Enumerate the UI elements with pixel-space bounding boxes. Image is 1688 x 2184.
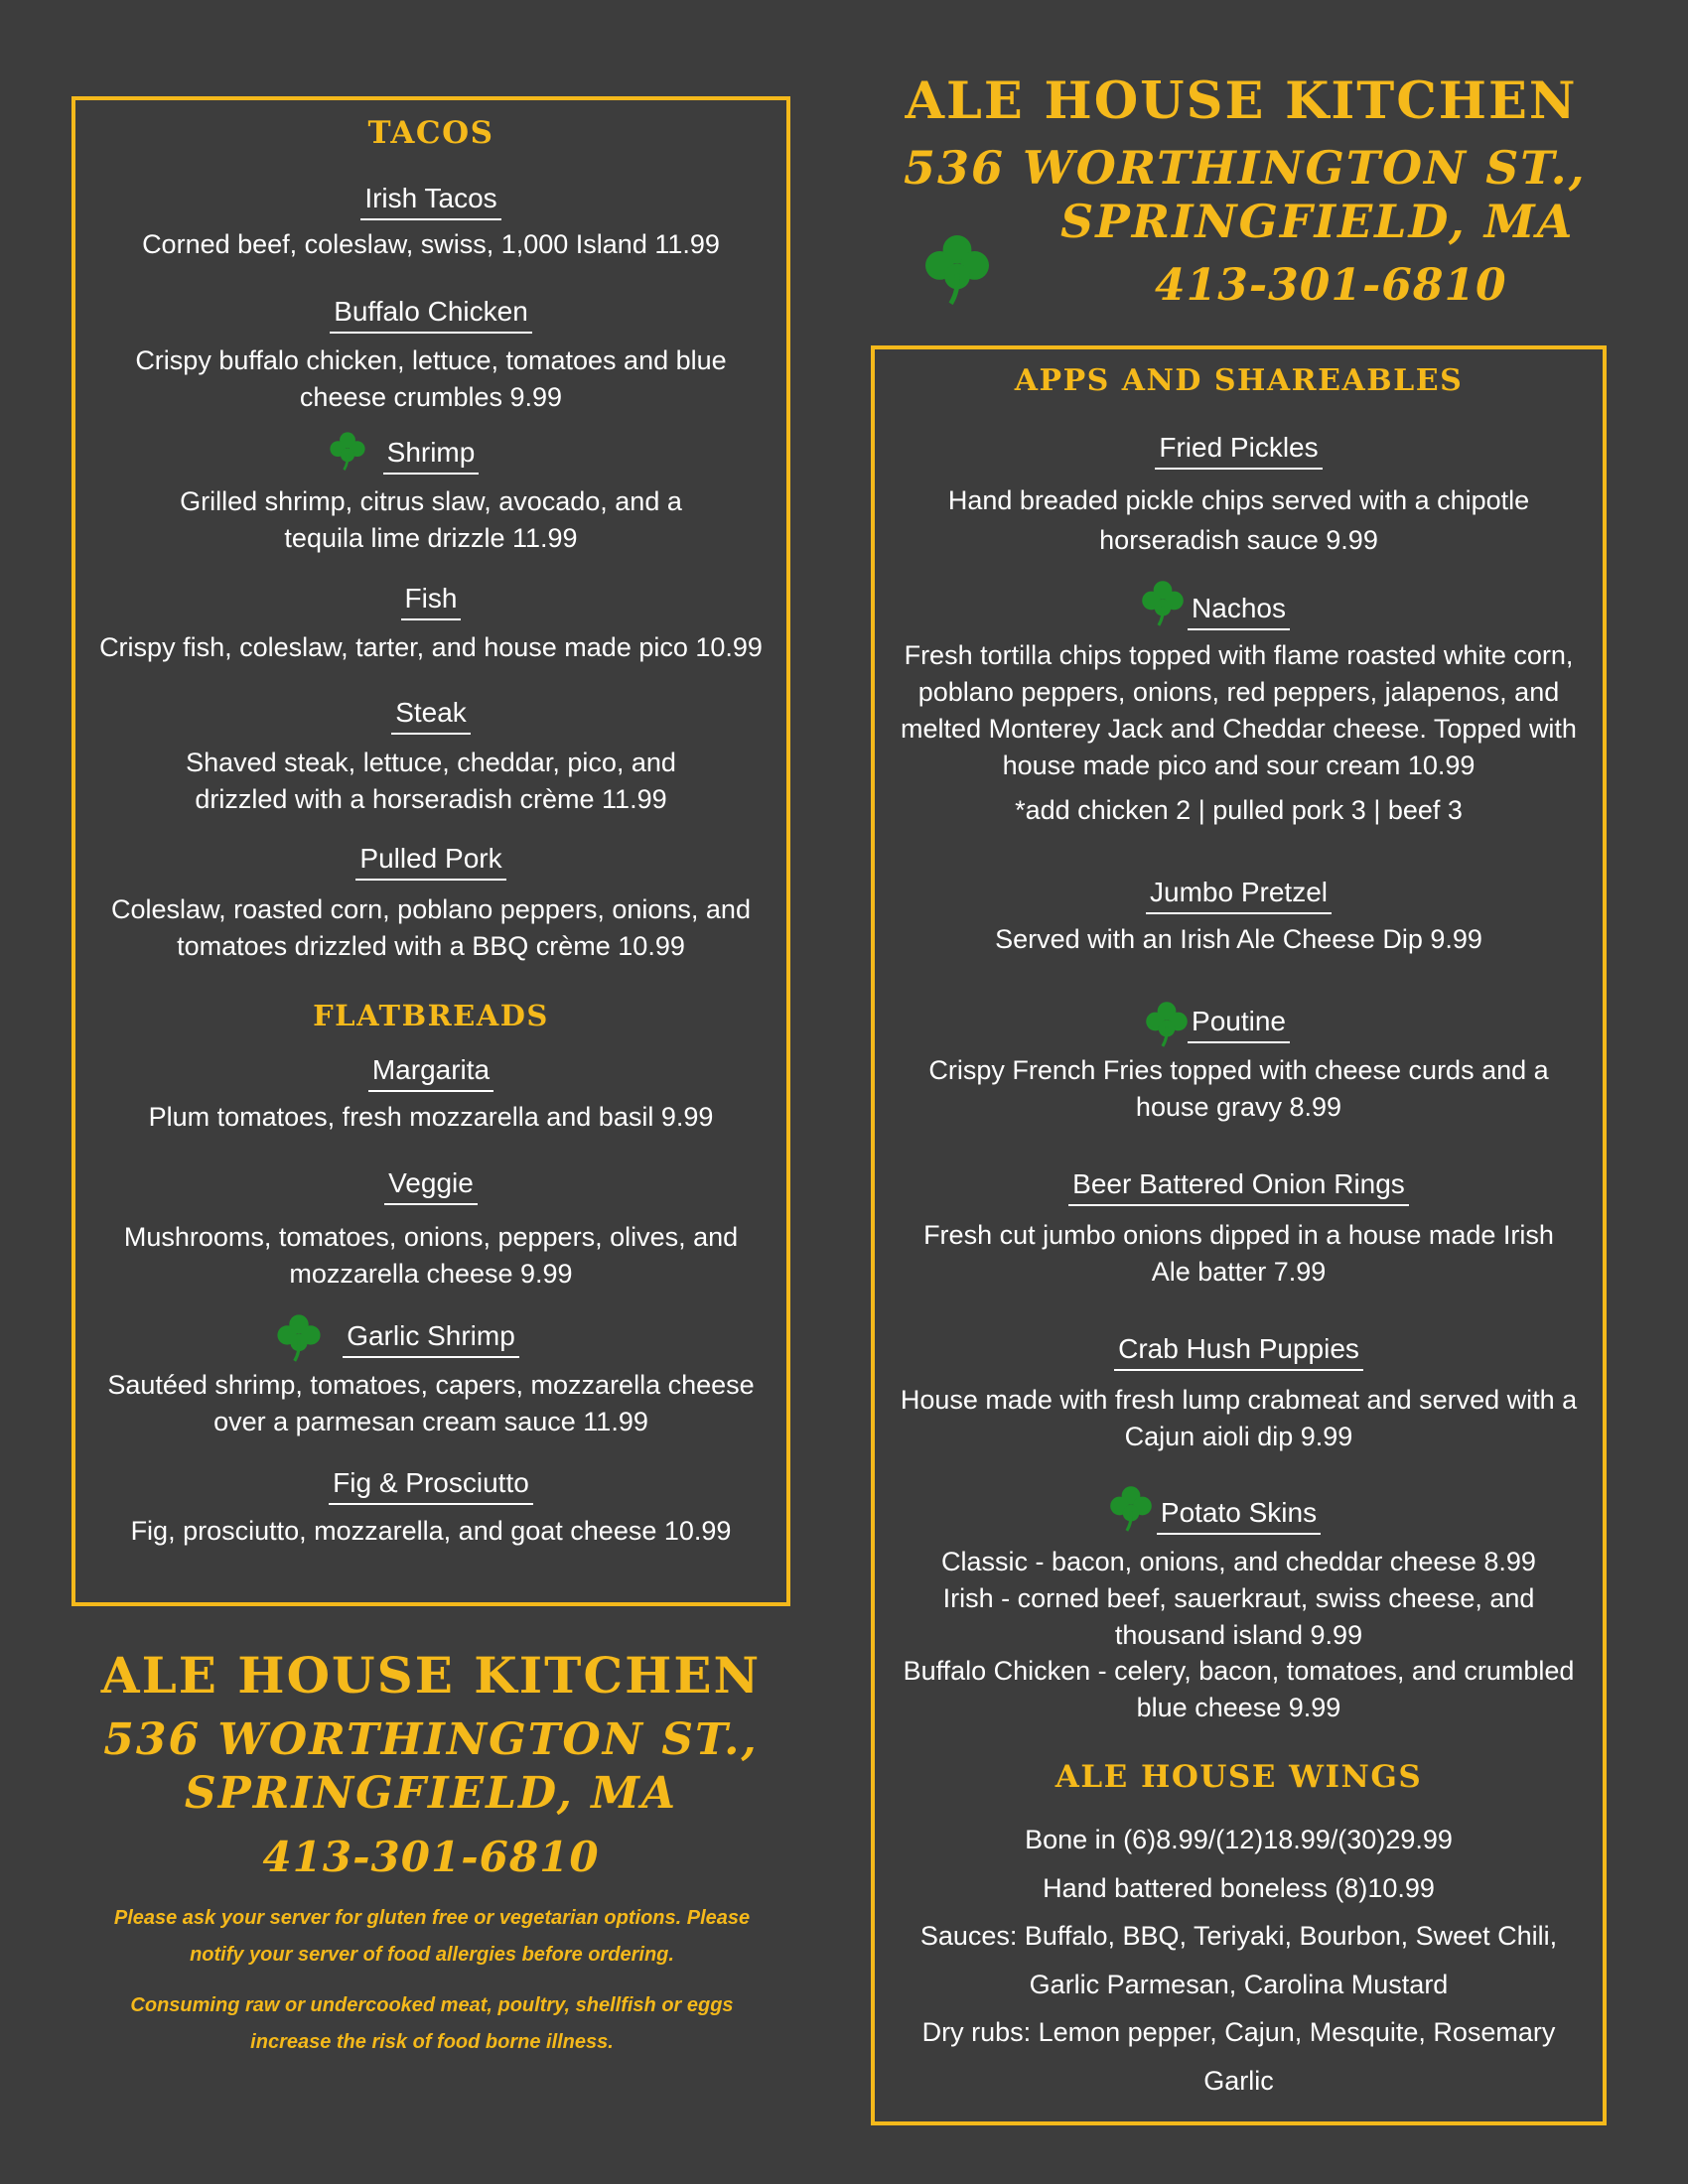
item-name: Garlic Shrimp (343, 1319, 519, 1358)
menu-item-margarita (75, 1053, 786, 1087)
item-name: Veggie (384, 1166, 478, 1205)
header-address-line2: SPRINGFIELD, MA (1060, 195, 1575, 248)
menu-item-garlic-shrimp (75, 1319, 786, 1353)
header-restaurant-name: ALE HOUSE KITCHEN (905, 71, 1578, 131)
footer-restaurant-name: ALE HOUSE KITCHEN (100, 1646, 762, 1705)
item-name: Potato Skins (1157, 1496, 1321, 1535)
item-name: Margarita (368, 1053, 493, 1092)
wings-line: Sauces: Buffalo, BBQ, Teriyaki, Bourbon, Sweet Chili, (919, 1921, 1558, 1951)
menu-item-potato-skins (875, 1496, 1603, 1530)
item-description: Fresh tortilla chips topped with flame roasted white corn, poblano peppers, onions, red peppers, jalapenos, and melted Monterey Jack and Cheddar cheese. Topped with house made pico and sour cream 10.99 (901, 640, 1577, 780)
wings-line: Garlic Parmesan, Carolina Mustard (1029, 1970, 1449, 1999)
item-name: Fish (401, 582, 462, 620)
item-name: Beer Battered Onion Rings (1068, 1167, 1409, 1206)
item-description: Served with an Irish Ale Cheese Dip 9.99 (995, 924, 1482, 954)
item-description: Shaved steak, lettuce, cheddar, pico, and drizzled with a horseradish crème 11.99 (186, 748, 676, 814)
footer-address-line1: 536 WORTHINGTON ST., (103, 1714, 759, 1765)
item-name: Pulled Pork (355, 842, 505, 881)
item-description: Plum tomatoes, fresh mozzarella and basil 9.99 (148, 1102, 714, 1132)
menu-item-fried-pickles (875, 431, 1603, 465)
item-name: Fig & Prosciutto (329, 1466, 533, 1505)
item-name: Steak (391, 696, 471, 735)
nachos-addons: *add chicken 2 | pulled pork 3 | beef 3 (1015, 795, 1463, 825)
flatbreads-title: FLATBREADS (313, 999, 549, 1032)
tacos-flatbreads-panel (71, 96, 790, 1606)
item-description: Crispy buffalo chicken, lettuce, tomatoes and blue cheese crumbles 9.99 (135, 345, 727, 412)
food-safety-note: Consuming raw or undercooked meat, poultry, shellfish or eggs increase the risk of food borne illness. (130, 1994, 734, 2053)
item-name: Nachos (1188, 592, 1290, 630)
item-description: Crispy French Fries topped with cheese curds and a house gravy 8.99 (928, 1055, 1549, 1122)
potato-skins-buffalo: Buffalo Chicken - celery, bacon, tomatoes, and crumbled blue cheese 9.99 (903, 1656, 1575, 1722)
menu-item-shrimp (75, 436, 786, 470)
wings-line: Garlic (1203, 2066, 1274, 2096)
menu-item-fig-prosciutto (75, 1466, 786, 1500)
header-address-line1: 536 WORTHINGTON ST., (904, 141, 1587, 195)
item-name: Buffalo Chicken (330, 295, 532, 334)
tacos-title: TACOS (367, 115, 494, 151)
item-description: Hand breaded pickle chips served with a chipotle horseradish sauce 9.99 (947, 485, 1530, 555)
item-name: Jumbo Pretzel (1146, 876, 1332, 914)
menu-item-veggie (75, 1166, 786, 1200)
menu-item-buffalo-chicken (75, 295, 786, 329)
item-name: Fried Pickles (1155, 431, 1322, 470)
potato-skins-irish: Irish - corned beef, sauerkraut, swiss cheese, and thousand island 9.99 (942, 1583, 1535, 1650)
item-name: Irish Tacos (360, 182, 500, 220)
item-name: Shrimp (383, 436, 480, 475)
menu-item-nachos (875, 592, 1603, 625)
menu-item-onion-rings (875, 1167, 1603, 1201)
footer-address-line2: SPRINGFIELD, MA (184, 1768, 678, 1819)
wings-line: Hand battered boneless (8)10.99 (1043, 1873, 1435, 1903)
apps-title: APPS AND SHAREABLES (1014, 363, 1464, 398)
menu-item-poutine (875, 1005, 1603, 1038)
item-description: Coleslaw, roasted corn, poblano peppers, onions, and tomatoes drizzled with a BBQ crème 10.99 (111, 894, 751, 961)
menu-item-pulled-pork (75, 842, 786, 876)
item-name: Crab Hush Puppies (1114, 1332, 1363, 1371)
item-description: Fresh cut jumbo onions dipped in a house made Irish Ale batter 7.99 (923, 1220, 1554, 1287)
item-description: Sautéed shrimp, tomatoes, capers, mozzarella cheese over a parmesan cream sauce 11.99 (107, 1370, 755, 1436)
menu-item-crab-hush-puppies (875, 1332, 1603, 1366)
footer-phone: 413-301-6810 (262, 1833, 600, 1881)
wings-line: Bone in (6)8.99/(12)18.99/(30)29.99 (1025, 1825, 1453, 1854)
item-description: Mushrooms, tomatoes, onions, peppers, olives, and mozzarella cheese 9.99 (123, 1222, 739, 1289)
item-description: Grilled shrimp, citrus slaw, avocado, and a tequila lime drizzle 11.99 (180, 486, 682, 553)
item-description: House made with fresh lump crabmeat and served with a Cajun aioli dip 9.99 (900, 1385, 1578, 1451)
wings-line: Dry rubs: Lemon pepper, Cajun, Mesquite, Rosemary (921, 2017, 1556, 2047)
header-phone: 413-301-6810 (1155, 260, 1507, 311)
item-description: Fig, prosciutto, mozzarella, and goat cheese 10.99 (130, 1516, 732, 1546)
menu-item-irish-tacos (75, 182, 786, 215)
wings-title: ALE HOUSE WINGS (1055, 1759, 1423, 1795)
item-description: Corned beef, coleslaw, swiss, 1,000 Island 11.99 (142, 229, 720, 259)
apps-wings-panel (871, 345, 1607, 2125)
menu-item-fish (75, 582, 786, 615)
dietary-note: Please ask your server for gluten free or vegetarian options. Please notify your server of food allergies before ordering. (113, 1907, 751, 1966)
menu-item-jumbo-pretzel (875, 876, 1603, 909)
shamrock-icon (917, 223, 997, 311)
menu-item-steak (75, 696, 786, 730)
item-name: Poutine (1188, 1005, 1290, 1043)
potato-skins-classic: Classic - bacon, onions, and cheddar cheese 8.99 (941, 1547, 1536, 1576)
item-description: Crispy fish, coleslaw, tarter, and house made pico 10.99 (99, 632, 763, 662)
